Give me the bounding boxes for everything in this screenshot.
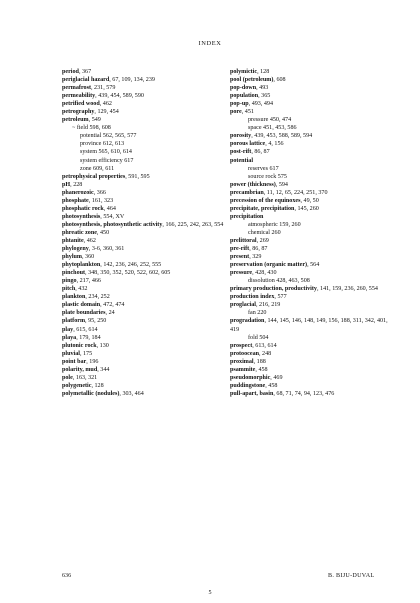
index-term: permafrost: [62, 85, 91, 92]
index-pages: 161, 323: [91, 197, 114, 204]
index-entry: proglacial, 216, 219: [230, 302, 281, 309]
index-term: petroleum: [62, 117, 89, 124]
index-entry: proximal, 188: [230, 358, 266, 365]
index-pages: 3-6, 360, 361: [91, 246, 125, 253]
index-entry: present, 329: [230, 254, 262, 261]
index-pages: dissolution 428, 463, 508: [248, 278, 310, 285]
index-column-left: [62, 68, 228, 398]
index-entry: pingo, 217, 466: [62, 278, 101, 285]
index-term: pressure: [230, 270, 253, 277]
index-pages: 24: [108, 310, 115, 317]
index-entry: photosynthesis, 554, XV: [62, 213, 125, 220]
index-pages: 4, 156: [268, 141, 284, 148]
index-entry: population, 365: [230, 93, 271, 100]
index-pages: chemical 260: [248, 229, 281, 236]
index-term: pH: [62, 181, 71, 188]
index-term: polymetallic (nodules): [62, 390, 120, 397]
index-term: phosphatic rock: [62, 205, 104, 212]
index-pages: 493: [259, 85, 269, 92]
index-pages: 248: [262, 350, 272, 357]
index-term: petrography: [62, 109, 95, 116]
index-entry: pop-down, 493: [230, 85, 269, 92]
index-pages: fan 220: [248, 310, 267, 317]
index-term: polymictic: [230, 69, 258, 75]
index-entry: polymictic, 128: [230, 69, 270, 75]
index-entry: permeability, 439, 454, 589, 590: [62, 93, 144, 100]
index-term: pool (petroleum): [230, 77, 274, 84]
index-pages: 458: [258, 366, 268, 373]
index-term: play: [62, 326, 74, 333]
index-term: period: [62, 69, 79, 75]
index-term: pole: [62, 374, 73, 381]
page-number: 636: [62, 573, 72, 579]
index-term: post-rift: [230, 149, 252, 156]
index-pages: 228: [73, 181, 83, 188]
index-pages: 464: [106, 205, 116, 212]
index-pages: 360: [85, 254, 95, 261]
index-entry: polymetallic (nodules), 303, 464: [62, 390, 144, 397]
index-term: pinchout: [62, 270, 86, 277]
index-term: pop-up: [230, 101, 249, 108]
index-entry: phylum, 360: [62, 254, 95, 261]
index-term: phosphate: [62, 197, 89, 204]
index-term: puddingstone: [230, 382, 266, 389]
index-term: phtanite: [62, 237, 84, 244]
index-entry: pseudomorphic, 469: [230, 374, 283, 381]
index-entry: porosity, 439, 453, 588, 589, 594: [230, 133, 313, 140]
index-pages: 128: [260, 69, 270, 75]
index-entry: phosphatic rock, 464: [62, 205, 116, 212]
index-term: petrophysical properties: [62, 173, 126, 180]
index-term: polygenetic: [62, 382, 92, 389]
index-pages: 142, 236, 246, 252, 555: [103, 262, 162, 269]
index-pages: zone 609, 611: [80, 165, 115, 172]
index-pages: fold 504: [248, 334, 269, 341]
index-entry: pore, 451: [230, 109, 254, 116]
index-term: progradation: [230, 318, 265, 325]
index-term: porous lattice: [230, 141, 266, 148]
index-term: pore: [230, 109, 242, 116]
index-term: permeability: [62, 93, 96, 100]
index-entry: post-rift, 86, 87: [230, 149, 270, 156]
index-term: plastic domain: [62, 302, 101, 309]
index-pages: system efficiency 617: [80, 157, 134, 164]
index-pages: atmospheric 159, 260: [248, 221, 301, 228]
index-pages: source rock 575: [248, 173, 287, 180]
index-pages: 141, 159, 236, 260, 554: [320, 286, 378, 293]
index-pages: 144, 145, 146, 148, 149, 156, 188, 311, 342, 401, 419: [230, 318, 388, 333]
index-pages: 367: [81, 69, 92, 75]
index-pages: province 612, 613: [80, 141, 125, 148]
index-entry: [62, 148, 228, 156]
index-term: photosynthesis: [62, 213, 101, 220]
index-term: precipitate, precipitation: [230, 205, 295, 212]
index-term: production index: [230, 294, 275, 301]
index-term: pre-rift: [230, 246, 250, 253]
index-entry: photosynthesis, photosynthetic activity, 166, 225, 242, 263, 554: [62, 221, 224, 228]
index-entry: petrophysical properties, 591, 595: [62, 173, 150, 180]
index-entry: [62, 124, 228, 132]
index-pages: 68, 71, 74, 94, 123, 476: [276, 390, 335, 397]
index-term: polarity, mud: [62, 366, 98, 373]
index-term: power (thickness): [230, 181, 276, 188]
index-entry: pitch, 432: [62, 286, 88, 293]
index-pages: system 565, 610, 614: [80, 149, 132, 156]
index-pages: 175: [83, 350, 93, 357]
index-entry: psammite, 458: [230, 366, 268, 373]
index-entry: [230, 213, 390, 221]
index-entry: petrified wood, 462: [62, 101, 112, 108]
index-pages: 49, 50: [303, 197, 319, 204]
index-term: pluvial: [62, 350, 80, 357]
index-pages: ~ field 598, 608: [72, 125, 111, 132]
index-entry: [230, 157, 390, 165]
index-pages: 95, 250: [88, 318, 107, 325]
index-pages: 493, 494: [251, 101, 274, 108]
running-header: INDEX: [198, 40, 222, 47]
index-entry: pluvial, 175: [62, 350, 93, 357]
index-term: phylum: [62, 254, 82, 261]
index-term: photosynthesis, photosynthetic activity: [62, 221, 163, 228]
index-entry: plastic domain, 472, 474: [62, 302, 125, 309]
index-entry: polarity, mud, 344: [62, 366, 110, 373]
index-column-right: [230, 68, 390, 398]
index-term: petrified wood: [62, 101, 100, 108]
index-entry: phtanite, 462: [62, 237, 96, 244]
index-pages: 86, 87: [252, 246, 268, 253]
index-entry: periglacial hazard, 67, 109, 134, 239: [62, 77, 155, 84]
index-term: precession of the equinoxes: [230, 197, 301, 204]
index-pages: 462: [102, 101, 112, 108]
index-pages: 594: [278, 181, 288, 188]
index-entry: phreatic zone, 450: [62, 229, 110, 236]
index-term: psammite: [230, 366, 256, 373]
index-pages: 564: [310, 262, 320, 269]
index-term: present: [230, 254, 250, 261]
index-entry: [62, 140, 228, 148]
index-entry: pole, 163, 321: [62, 374, 98, 381]
index-entry: prelittoral, 269: [230, 237, 269, 244]
index-term: platform: [62, 318, 86, 325]
index-entry: plate boundaries, 24: [62, 310, 115, 317]
index-term: plate boundaries: [62, 310, 106, 317]
index-pages: 129, 454: [97, 109, 119, 116]
index-term: phreatic zone: [62, 229, 97, 236]
index-pages: 188: [256, 358, 266, 365]
index-term: phytoplankton: [62, 262, 101, 269]
index-pages: 613, 614: [255, 342, 277, 349]
index-pages: 469: [273, 374, 283, 381]
index-entry: phanerozoic, 366: [62, 189, 106, 196]
index-term: phanerozoic: [62, 189, 94, 196]
index-term: periglacial hazard: [62, 77, 110, 84]
index-entry: power (thickness), 594: [230, 181, 288, 188]
index-entry: [230, 229, 390, 237]
index-term: primary production, productivity: [230, 286, 317, 293]
index-term: proglacial: [230, 302, 256, 309]
index-entry: phosphate, 161, 323: [62, 197, 114, 204]
index-pages: 67, 109, 134, 239: [112, 77, 155, 84]
page-mark: 5: [208, 590, 212, 596]
index-pages: 269: [259, 237, 269, 244]
index-pages: 591, 595: [128, 173, 150, 180]
index-entry: primary production, productivity, 141, 159, 236, 260, 554: [230, 286, 378, 293]
index-entry: precambrian, 11, 12, 65, 224, 251, 370: [230, 189, 328, 196]
index-pages: potential 562, 565, 577: [80, 133, 137, 140]
index-entry: phylogeny, 3-6, 360, 361: [62, 246, 125, 253]
index-entry: pool (petroleum), 608: [230, 77, 286, 84]
index-term: plankton: [62, 294, 86, 301]
index-entry: play, 615, 614: [62, 326, 98, 333]
index-entry: pull-apart, basin, 68, 71, 74, 94, 123, 476: [230, 390, 335, 397]
index-term: preservation (organic matter): [230, 262, 308, 269]
index-entry: [62, 165, 228, 173]
index-pages: 216, 219: [259, 302, 281, 309]
index-term: population: [230, 93, 259, 100]
index-pages: 366: [96, 189, 106, 196]
index-pages: 145, 260: [297, 205, 319, 212]
index-pages: 348, 350, 352, 520, 522, 602, 605: [88, 270, 171, 277]
index-pages: 462: [86, 237, 96, 244]
index-entry: period, 367: [62, 69, 92, 75]
index-entry: pop-up, 493, 494: [230, 101, 274, 108]
index-pages: 451: [244, 109, 254, 116]
index-entry: protoocean, 248: [230, 350, 272, 357]
index-pages: pressure 450, 474: [248, 117, 292, 124]
index-term: precambrian: [230, 189, 264, 196]
index-entry: [62, 157, 228, 165]
index-pages: 450: [99, 229, 110, 236]
index-pages: 130: [99, 342, 109, 349]
index-entry: point bar, 196: [62, 358, 99, 365]
index-term: proximal: [230, 358, 254, 365]
index-term: pop-down: [230, 85, 257, 92]
index-pages: 303, 464: [122, 390, 144, 397]
index-entry: polygenetic, 128: [62, 382, 104, 389]
index-entry: platform, 95, 250: [62, 318, 107, 325]
index-entry: production index, 577: [230, 294, 287, 301]
index-entry: [230, 173, 390, 181]
index-pages: 577: [277, 294, 287, 301]
index-entry: [230, 116, 390, 124]
index-entry: prospect, 613, 614: [230, 342, 277, 349]
index-pages: 608: [276, 77, 286, 84]
index-pages: 11, 12, 65, 224, 251, 370: [266, 189, 328, 196]
index-entry: [230, 334, 390, 342]
index-term: playa: [62, 334, 77, 341]
index-entry: plankton, 234, 252: [62, 294, 110, 301]
index-term: plutonic rock: [62, 342, 97, 349]
index-pages: 432: [78, 286, 88, 293]
index-pages: 179, 184: [79, 334, 101, 341]
index-pages: 439, 453, 588, 589, 594: [254, 133, 313, 140]
index-term: prospect: [230, 342, 253, 349]
index-term: pseudomorphic: [230, 374, 271, 381]
index-entry: [230, 277, 390, 285]
index-term: potential: [230, 157, 254, 164]
index-entry: permafrost, 231, 579: [62, 85, 116, 92]
index-pages: 615, 614: [76, 326, 98, 333]
index-pages: 458: [268, 382, 278, 389]
index-entry: porous lattice, 4, 156: [230, 141, 284, 148]
index-pages: 166, 225, 242, 263, 554: [165, 221, 224, 228]
index-entry: [62, 132, 228, 140]
index-entry: puddingstone, 458: [230, 382, 278, 389]
index-pages: 344: [100, 366, 110, 373]
index-entry: pre-rift, 86, 87: [230, 246, 268, 253]
index-pages: 86, 87: [254, 149, 270, 156]
index-pages: 549: [91, 117, 101, 124]
index-pages: 329: [252, 254, 262, 261]
index-pages: space 451, 453, 586: [248, 125, 297, 132]
index-entry: petrography, 129, 454: [62, 109, 119, 116]
index-entry: [230, 309, 390, 317]
index-term: protoocean: [230, 350, 259, 357]
index-term: phylogeny: [62, 246, 89, 253]
index-pages: 163, 321: [75, 374, 98, 381]
index-entry: pH, 228: [62, 181, 83, 188]
index-term: pitch: [62, 286, 76, 293]
index-entry: [230, 221, 390, 229]
index-pages: 217, 466: [79, 278, 101, 285]
index-entry: [230, 165, 390, 173]
index-entry: phytoplankton, 142, 236, 246, 252, 555: [62, 262, 162, 269]
index-term: precipitation: [230, 213, 264, 220]
index-pages: reserves 617: [248, 165, 279, 172]
index-term: porosity: [230, 133, 252, 140]
index-entry: plutonic rock, 130: [62, 342, 109, 349]
index-entry: petroleum, 549: [62, 117, 101, 124]
index-pages: 428, 430: [255, 270, 277, 277]
index-pages: 231, 579: [94, 85, 116, 92]
index-term: prelittoral: [230, 237, 257, 244]
index-entry: pinchout, 348, 350, 352, 520, 522, 602, 605: [62, 270, 171, 277]
index-entry: precipitate, precipitation, 145, 260: [230, 205, 319, 212]
index-pages: 439, 454, 589, 590: [98, 93, 144, 100]
index-pages: 365: [261, 93, 271, 100]
index-term: pingo: [62, 278, 77, 285]
index-entry: preservation (organic matter), 564: [230, 262, 320, 269]
index-entry: precession of the equinoxes, 49, 50: [230, 197, 319, 204]
index-pages: 128: [94, 382, 104, 389]
index-pages: 554, XV: [103, 213, 125, 220]
index-pages: 196: [89, 358, 99, 365]
index-entry: [230, 124, 390, 132]
index-pages: 234, 252: [88, 294, 110, 301]
index-pages: 472, 474: [103, 302, 125, 309]
index-entry: pressure, 428, 430: [230, 270, 277, 277]
index-term: pull-apart, basin: [230, 390, 274, 397]
index-term: point bar: [62, 358, 87, 365]
index-entry: playa, 179, 184: [62, 334, 101, 341]
index-entry: progradation, 144, 145, 146, 148, 149, 156, 188, 311, 342, 401, 419: [230, 318, 388, 333]
author-name: B. BIJU-DUVAL: [328, 573, 375, 579]
